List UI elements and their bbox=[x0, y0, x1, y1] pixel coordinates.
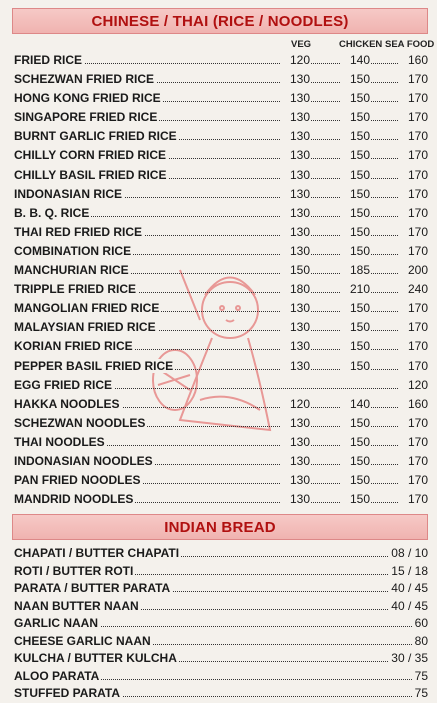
indian-bread-menu-list bbox=[14, 545, 428, 703]
price-seafood: 170 bbox=[398, 91, 428, 105]
menu-item-row bbox=[14, 52, 428, 71]
menu-item-row bbox=[14, 580, 428, 598]
price: 75 bbox=[414, 668, 428, 683]
price-seafood: 120 bbox=[398, 378, 428, 392]
price-veg: 130 bbox=[280, 416, 310, 430]
price: 15 / 18 bbox=[391, 563, 428, 578]
menu-item-name: KORIAN FRIED RICE bbox=[14, 339, 133, 354]
menu-item-row bbox=[14, 358, 428, 377]
price-chicken: 210 bbox=[340, 282, 370, 296]
menu-item-name: PARATA / BUTTER PARATA bbox=[14, 581, 171, 595]
price: 08 / 10 bbox=[391, 546, 428, 560]
menu-item-row bbox=[14, 434, 428, 453]
menu-item-name: HONG KONG FRIED RICE bbox=[14, 91, 161, 106]
menu-item-name: KULCHA / BUTTER KULCHA bbox=[14, 651, 177, 665]
menu-item-row bbox=[14, 71, 428, 90]
price: 80 bbox=[414, 633, 428, 648]
menu-item-name: NAAN BUTTER NAAN bbox=[14, 598, 139, 613]
menu-item-row bbox=[14, 650, 428, 668]
menu-item-name: MALAYSIAN FRIED RICE bbox=[14, 320, 156, 335]
menu-item-name: GARLIC NAAN bbox=[14, 616, 98, 630]
price-veg: 130 bbox=[280, 492, 310, 506]
menu-item-row bbox=[14, 453, 428, 472]
menu-item-name: PEPPER BASIL FRIED RICE bbox=[14, 358, 174, 373]
price-seafood: 170 bbox=[398, 168, 428, 182]
menu-item-row bbox=[14, 415, 428, 434]
menu-item-name: MANDRID NOODLES bbox=[14, 492, 134, 507]
price-chicken: 150 bbox=[340, 320, 370, 334]
menu-item-row bbox=[14, 147, 428, 166]
price-seafood: 170 bbox=[398, 492, 428, 506]
menu-item-row bbox=[14, 615, 428, 633]
price-seafood: 170 bbox=[398, 206, 428, 220]
column-header-seafood: SEA FOOD bbox=[385, 39, 435, 50]
price-seafood: 160 bbox=[398, 53, 428, 67]
menu-item-name: FRIED RICE bbox=[14, 53, 83, 67]
price-veg: 130 bbox=[280, 435, 310, 449]
menu-item-name: THAI NOODLES bbox=[14, 434, 105, 449]
price-chicken: 150 bbox=[340, 148, 370, 162]
menu-item-name: COMBINATION RICE bbox=[14, 243, 132, 258]
column-header-chicken: CHICKEN bbox=[339, 39, 383, 50]
menu-item-row bbox=[14, 281, 428, 300]
price-seafood: 170 bbox=[398, 301, 428, 315]
price-chicken: 150 bbox=[340, 359, 370, 373]
menu-item-row bbox=[14, 633, 428, 651]
price-chicken: 150 bbox=[340, 110, 370, 124]
menu-item-name: EGG FRIED RICE bbox=[14, 377, 113, 392]
price-seafood: 200 bbox=[398, 263, 428, 277]
menu-item-name: MANGOLIAN FRIED RICE bbox=[14, 301, 160, 316]
price-veg: 130 bbox=[280, 72, 310, 86]
menu-item-name: CHILLY BASIL FRIED RICE bbox=[14, 167, 167, 182]
price-chicken: 150 bbox=[340, 168, 370, 182]
menu-item-row bbox=[14, 205, 428, 224]
price-veg: 130 bbox=[280, 187, 310, 201]
price-chicken: 150 bbox=[340, 416, 370, 430]
price-veg: 130 bbox=[280, 168, 310, 182]
price-chicken: 185 bbox=[340, 263, 370, 277]
price-seafood: 170 bbox=[398, 244, 428, 258]
menu-item-name: ALOO PARATA bbox=[14, 668, 100, 683]
price-seafood: 170 bbox=[398, 339, 428, 353]
menu-item-name: BURNT GARLIC FRIED RICE bbox=[14, 129, 177, 144]
price-chicken: 150 bbox=[340, 129, 370, 143]
price-veg: 180 bbox=[280, 282, 310, 296]
menu-item-row bbox=[14, 338, 428, 357]
price-veg: 130 bbox=[280, 473, 310, 487]
price-chicken: 140 bbox=[340, 397, 370, 411]
menu-item-row bbox=[14, 668, 428, 686]
menu-item-row bbox=[14, 598, 428, 616]
price-veg: 130 bbox=[280, 244, 310, 258]
price-chicken: 150 bbox=[340, 339, 370, 353]
price: 30 / 35 bbox=[391, 651, 428, 665]
menu-item-name: THAI RED FRIED RICE bbox=[14, 224, 143, 239]
price-seafood: 170 bbox=[398, 473, 428, 487]
menu-item-row bbox=[14, 377, 428, 396]
price-chicken: 150 bbox=[340, 225, 370, 239]
price-chicken: 150 bbox=[340, 492, 370, 506]
price-veg: 130 bbox=[280, 206, 310, 220]
menu-item-name: CHAPATI / BUTTER CHAPATI bbox=[14, 546, 180, 560]
price-veg: 130 bbox=[280, 320, 310, 334]
menu-item-name: SCHEZWAN FRIED RICE bbox=[14, 72, 155, 87]
price-seafood: 170 bbox=[398, 110, 428, 124]
price-seafood: 170 bbox=[398, 416, 428, 430]
price-seafood: 170 bbox=[398, 225, 428, 239]
menu-item-row bbox=[14, 167, 428, 186]
price: 40 / 45 bbox=[391, 598, 428, 613]
price-veg: 130 bbox=[280, 129, 310, 143]
menu-item-row bbox=[14, 491, 428, 510]
section-header-chinese-thai: CHINESE / THAI (RICE / NOODLES) bbox=[12, 8, 428, 34]
menu-item-row bbox=[14, 319, 428, 338]
price-seafood: 170 bbox=[398, 320, 428, 334]
column-header-veg: VEG bbox=[291, 39, 312, 50]
menu-item-name: ROTI / BUTTER ROTI bbox=[14, 563, 134, 578]
menu-item-row bbox=[14, 224, 428, 243]
price-veg: 130 bbox=[280, 339, 310, 353]
price: 60 bbox=[414, 616, 428, 630]
price-veg: 130 bbox=[280, 110, 310, 124]
menu-item-name: SINGAPORE FRIED RICE bbox=[14, 110, 158, 125]
price-seafood: 170 bbox=[398, 148, 428, 162]
menu-item-name: INDONASIAN RICE bbox=[14, 186, 123, 201]
price-veg: 120 bbox=[280, 397, 310, 411]
menu-item-name: INDONASIAN NOODLES bbox=[14, 453, 153, 468]
menu-item-row bbox=[14, 243, 428, 262]
price-chicken: 150 bbox=[340, 301, 370, 315]
price: 75 bbox=[414, 686, 428, 700]
price-chicken: 150 bbox=[340, 91, 370, 105]
section-header-indian-bread: INDIAN BREAD bbox=[12, 514, 428, 540]
price-seafood: 170 bbox=[398, 129, 428, 143]
menu-item-row bbox=[14, 563, 428, 581]
price-chicken: 150 bbox=[340, 435, 370, 449]
price-chicken: 150 bbox=[340, 454, 370, 468]
price-veg: 130 bbox=[280, 454, 310, 468]
price-seafood: 170 bbox=[398, 72, 428, 86]
menu-item-row bbox=[14, 128, 428, 147]
menu-item-name: MANCHURIAN RICE bbox=[14, 263, 129, 278]
menu-item-name: STUFFED PARATA bbox=[14, 686, 120, 700]
price-chicken: 150 bbox=[340, 473, 370, 487]
menu-item-name: SCHEZWAN NOODLES bbox=[14, 415, 146, 430]
menu-item-name: CHEESE GARLIC NAAN bbox=[14, 633, 151, 648]
price-veg: 120 bbox=[280, 53, 310, 67]
price-veg: 150 bbox=[280, 263, 310, 277]
menu-item-name: HAKKA NOODLES bbox=[14, 396, 120, 411]
menu-item-row bbox=[14, 472, 428, 491]
menu-item-row bbox=[14, 186, 428, 205]
menu-item-row bbox=[14, 300, 428, 319]
price-veg: 130 bbox=[280, 359, 310, 373]
price-seafood: 160 bbox=[398, 397, 428, 411]
price: 40 / 45 bbox=[391, 581, 428, 595]
menu-item-row bbox=[14, 109, 428, 128]
price-veg: 130 bbox=[280, 148, 310, 162]
menu-item-name: TRIPPLE FRIED RICE bbox=[14, 282, 137, 297]
menu-item-name: CHILLY CORN FRIED RICE bbox=[14, 148, 167, 163]
menu-item-row bbox=[14, 545, 428, 563]
price-chicken: 150 bbox=[340, 206, 370, 220]
price-chicken: 140 bbox=[340, 53, 370, 67]
price-chicken: 150 bbox=[340, 187, 370, 201]
price-chicken: 150 bbox=[340, 72, 370, 86]
price-veg: 130 bbox=[280, 91, 310, 105]
price-seafood: 170 bbox=[398, 454, 428, 468]
price-chicken: 150 bbox=[340, 244, 370, 258]
price-seafood: 170 bbox=[398, 187, 428, 201]
menu-item-row bbox=[14, 90, 428, 109]
price-seafood: 170 bbox=[398, 435, 428, 449]
menu-item-row bbox=[14, 262, 428, 281]
chinese-thai-menu-list bbox=[14, 52, 428, 510]
price-veg: 130 bbox=[280, 225, 310, 239]
price-seafood: 240 bbox=[398, 282, 428, 296]
price-veg: 130 bbox=[280, 301, 310, 315]
menu-item-name: PAN FRIED NOODLES bbox=[14, 473, 141, 488]
menu-item-name: B. B. Q. RICE bbox=[14, 205, 90, 220]
price-seafood: 170 bbox=[398, 359, 428, 373]
menu-item-row bbox=[14, 396, 428, 415]
